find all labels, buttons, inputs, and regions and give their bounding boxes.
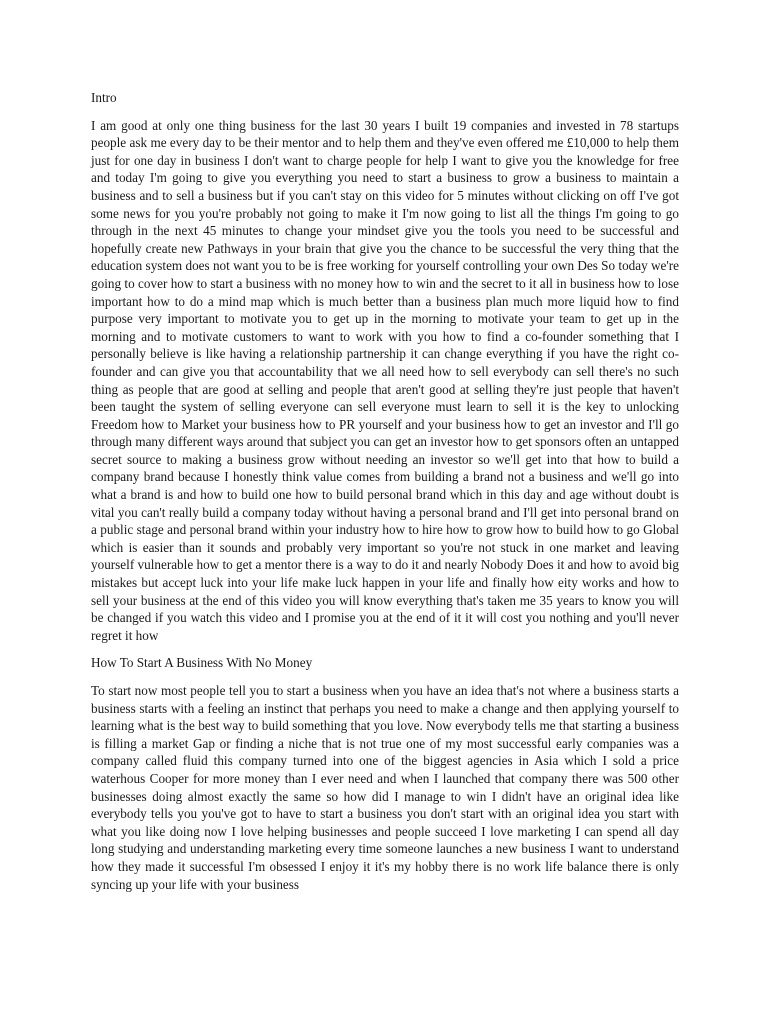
section-heading-intro: Intro <box>91 90 117 105</box>
section-heading-no-money: How To Start A Business With No Money <box>91 655 313 671</box>
section-body-intro: I am good at only one thing business for the last 30 years I built 19 companies and invested in 78 startups people ask me every day to be their mentor and to help them and they've even offered me £10,000 to help them just for one day in business I don't want to charge people for help I want to give you the knowledge for free and today I'm going to give you everything you need to start a business to grow a business to maintain a business and to sell a business but if you can't stay on this video for 5 minutes without clicking on off I've got some news for you you're probably not going to make it I'm now going to list all the things I'm going to go through in the next 45 minutes to change your mindset give you the tools you need to be successful and hopefully create new Pathways in your brain that give you the chance to be successful the very thing that the education system does not want you to be is free working for yourself controlling your own Des So today we're going to cover how to start a business with no money how to win and the secret to it all in business how to lose important how to do a mind map which is much better than a business plan much more liquid how to find purpose very important to motivate you to get up in the morning to motivate your team to get up in the morning and to motivate customers to want to work with you how to find a co-founder something that I personally believe is like having a relationship partnership it can change everything if you have the right co-founder and can give you that accountability that we all need how to sell everybody can sell there's no such thing as people that are good at selling and people that aren't good at selling they're just people that haven't been taught the system of selling everyone can sell everyone must learn to sell it is the key to unlocking Freedom how to Market your business how to PR yourself and your business how to get an investor and I'll go through many different ways around that subject you can get an investor how to get sponsors often an untapped secret source to making a business grow without needing an investor so we'll get into that how to build a company brand because I honestly think value comes from building a brand not a business and we'll go into what a brand is and how to build one how to build personal brand which in this day and age without doubt is vital you can't really build a company today without having a personal brand and I'll get into personal brand on a public stage and personal brand within your industry how to hire how to grow how to build how to go Global which is easier than it sounds and probably very important so you're not stuck in one market and leaving yourself vulnerable how to get a mentor there is a way to do it and nearly Nobody Does it and how to avoid big mistakes but accept luck into your life make luck happen in your life and finally how eity works and how to sell your business at the end of this video you will know everything that's taken me 35 years to know you will be changed if you watch this video and I promise you at the end of it it will cost you nothing and you'll never regret it how <box>91 117 679 643</box>
section-body-no-money: To start now most people tell you to start a business when you have an idea that's not where a business starts a business starts with a feeling an instinct that perhaps you need to make a change and then applying yourself to learning what is the best way to build something that you love. Now everybody tells me that starting a business is filling a market Gap or finding a niche that is not true one of my most successful early companies was a company called fluid this company turned into one of the biggest agencies in Asia which I sold a price waterhous Cooper for more money than I ever need and when I launched that company there was 500 other businesses doing almost exactly the same so how did I manage to win I didn't have an original idea like everybody tells you you've got to have to start a business you don't start with an original idea you start with what you like doing now I love helping businesses and people succeed I love marketing I can spend all day long studying and understanding marketing every time someone launches a new business I want to understand how they made it successful I'm obsessed I enjoy it it's my hobby there is no work life balance there is only syncing up your life with your business <box>91 683 679 892</box>
document-page <box>91 89 679 903</box>
